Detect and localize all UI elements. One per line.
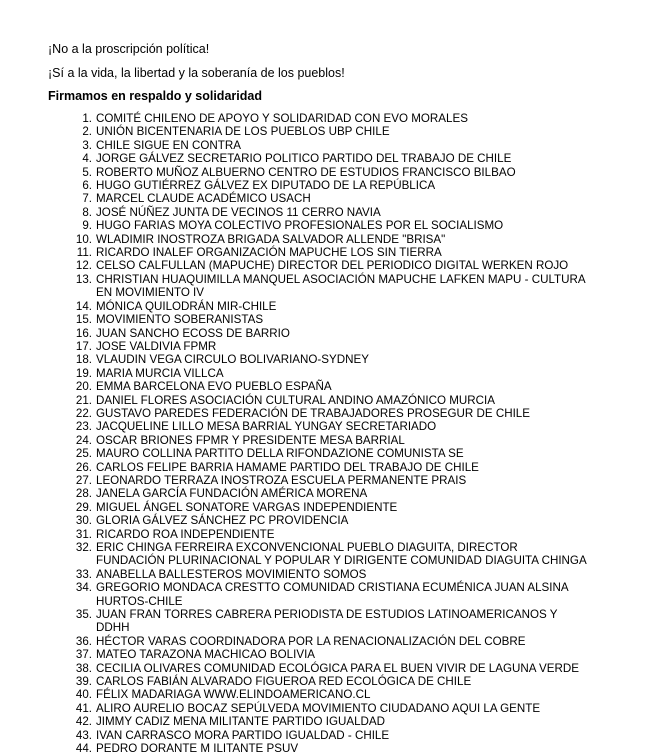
list-item-number: 35. (75, 608, 92, 622)
list-item-number: 29. (75, 500, 92, 514)
list-item-text: ANABELLA BALLESTEROS MOVIMIENTO SOMOS (96, 567, 367, 581)
list-item-number: 8. (82, 205, 92, 219)
list-item (0, 192, 656, 205)
list-item-number: 30. (75, 514, 92, 528)
list-item-text: COMITÉ CHILENO DE APOYO Y SOLIDARIDAD CON EVO MORALES (96, 112, 468, 125)
list-item-number: 6. (82, 179, 92, 193)
list-item-number: 41. (75, 701, 92, 715)
list-item (0, 152, 656, 165)
list-item-text: JACQUELINE LILLO MESA BARRIAL YUNGAY SECRETARIADO (96, 420, 437, 434)
list-item-text: OSCAR BRIONES FPMR Y PRESIDENTE MESA BARRIAL (96, 433, 405, 447)
list-item-number: 10. (75, 232, 92, 246)
list-item-number: 43. (75, 728, 92, 742)
list-item (0, 233, 656, 246)
list-item-text: CHILE SIGUE EN CONTRA (96, 138, 241, 152)
list-item (0, 300, 656, 313)
list-item (0, 219, 656, 232)
list-item-text: RICARDO INALEF ORGANIZACIÓN MAPUCHE LOS SIN TIERRA (96, 246, 442, 260)
list-item-text: GREGORIO MONDACA CRESTTO COMUNIDAD CRISTIANA ECUMÉNICA JUAN ALSINA HURTOS-CHILE (96, 581, 568, 608)
list-item (0, 474, 656, 487)
list-item (0, 742, 656, 755)
list-item (0, 313, 656, 326)
list-item-number: 1. (82, 112, 92, 125)
list-item-number: 19. (75, 366, 92, 380)
list-item-number: 7. (82, 192, 92, 206)
list-item-number: 3. (82, 138, 92, 152)
list-item-number: 27. (75, 473, 92, 487)
list-item (0, 461, 656, 474)
list-item (0, 541, 656, 568)
list-item-number: 12. (75, 259, 92, 273)
list-item-text: JUAN FRAN TORRES CABRERA PERIODISTA DE ESTUDIOS LATINOAMERICANOS Y DDHH (96, 608, 558, 635)
list-item-text: FÉLIX MADARIAGA WWW.ELINDOAMERICANO.CL (96, 688, 371, 702)
list-item-number: 15. (75, 313, 92, 327)
list-item-number: 28. (75, 487, 92, 501)
list-item (0, 327, 656, 340)
list-item-number: 42. (75, 715, 92, 729)
list-item-text: HUGO GUTIÉRREZ GÁLVEZ EX DIPUTADO DE LA REPÚBLICA (96, 179, 436, 193)
list-item-text: CECILIA OLIVARES COMUNIDAD ECOLÓGICA PARA EL BUEN VIVIR DE LAGUNA VERDE (96, 661, 579, 675)
list-item-number: 44. (75, 742, 92, 756)
list-item-number: 22. (75, 406, 92, 420)
list-item (0, 568, 656, 581)
list-item-number: 11. (76, 246, 92, 260)
list-item-number: 18. (75, 353, 92, 367)
list-item-text: MÓNICA QUILODRÁN MIR-CHILE (96, 299, 277, 313)
list-item-text: MIGUEL ÁNGEL SONATORE VARGAS INDEPENDIENTE (96, 500, 398, 514)
list-item (0, 434, 656, 447)
list-item-text: IVAN CARRASCO MORA PARTIDO IGUALDAD - CHILE (96, 728, 390, 742)
list-item (0, 394, 656, 407)
list-item-text: GLORIA GÁLVEZ SÁNCHEZ PC PROVIDENCIA (96, 514, 349, 528)
list-item-text: DANIEL FLORES ASOCIACIÓN CULTURAL ANDINO AMAZÓNICO MURCIA (96, 393, 495, 407)
list-item-text: JOSÉ NÚÑEZ JUNTA DE VECINOS 11 CERRO NAVIA (96, 205, 381, 219)
list-item-text: PEDRO DORANTE M ILITANTE PSUV (96, 742, 299, 756)
list-item-number: 38. (75, 661, 92, 675)
list-item-number: 33. (75, 567, 92, 581)
list-item (0, 112, 656, 125)
list-item-text: VLAUDIN VEGA CIRCULO BOLIVARIANO-SYDNEY (96, 353, 369, 367)
list-item-text: HÉCTOR VARAS COORDINADORA POR LA RENACIONALIZACIÓN DEL COBRE (96, 634, 526, 648)
list-item (0, 259, 656, 272)
list-item-number: 14. (75, 299, 92, 313)
list-item (0, 688, 656, 701)
list-item-number: 16. (75, 326, 92, 340)
list-item-text: MARCEL CLAUDE ACADÉMICO USACH (96, 192, 311, 206)
list-item (0, 407, 656, 420)
list-item (0, 367, 656, 380)
list-item-number: 39. (75, 675, 92, 689)
list-item (0, 715, 656, 728)
list-item-text: JUAN SANCHO ECOSS DE BARRIO (96, 326, 290, 340)
list-item-number: 26. (75, 460, 92, 474)
list-item-number: 25. (75, 447, 92, 461)
list-item-number: 24. (75, 433, 92, 447)
list-item-number: 17. (75, 339, 92, 353)
list-item-text: WLADIMIR INOSTROZA BRIGADA SALVADOR ALLENDE "BRISA" (96, 232, 446, 246)
list-item-text: JIMMY CADIZ MENA MILITANTE PARTIDO IGUALDAD (96, 715, 386, 729)
list-item-text: ALIRO AURELIO BOCAZ SEPÚLVEDA MOVIMIENTO CIUDADANO AQUI LA GENTE (96, 701, 541, 715)
list-item-text: UNIÓN BICENTENARIA DE LOS PUEBLOS UBP CHILE (96, 125, 390, 139)
signatory-list (0, 112, 656, 756)
list-item-text: ERIC CHINGA FERREIRA EXCONVENCIONAL PUEBLO DIAGUITA, DIRECTOR FUNDACIÓN PLURINACIONAL Y POPULAR Y DIRIGENTE COMUNIDAD DIAGUITA CHINGA (96, 541, 587, 568)
list-item (0, 581, 656, 608)
list-item (0, 729, 656, 742)
list-item-text: MAURO COLLINA PARTITO DELLA RIFONDAZIONE COMUNISTA SE (96, 447, 464, 461)
list-item-number: 4. (82, 152, 92, 166)
list-item-text: EMMA BARCELONA EVO PUEBLO ESPAÑA (96, 380, 332, 394)
list-item-number: 20. (75, 380, 92, 394)
list-item (0, 648, 656, 661)
list-item (0, 514, 656, 527)
list-item (0, 702, 656, 715)
list-item (0, 487, 656, 500)
list-item (0, 635, 656, 648)
list-item (0, 125, 656, 138)
list-item-text: JOSE VALDIVIA FPMR (96, 339, 217, 353)
list-item (0, 608, 656, 635)
list-item-text: MATEO TARAZONA MACHICAO BOLIVIA (96, 648, 316, 662)
list-item (0, 447, 656, 460)
list-item-text: CHRISTIAN HUAQUIMILLA MANQUEL ASOCIACIÓN MAPUCHE LAFKEN MAPU - CULTURA EN MOVIMIENTO IV (96, 272, 585, 300)
list-item-number: 34. (75, 581, 92, 595)
list-item-text: RICARDO ROA INDEPENDIENTE (96, 527, 275, 541)
list-item-number: 32. (75, 541, 92, 554)
slogan-line-1: ¡No a la proscripción política! (48, 42, 210, 56)
list-item-text: GUSTAVO PAREDES FEDERACIÓN DE TRABAJADORES PROSEGUR DE CHILE (96, 406, 530, 420)
list-item-number: 40. (75, 688, 92, 702)
list-item-number: 36. (75, 634, 92, 648)
list-item (0, 340, 656, 353)
section-heading: Firmamos en respaldo y solidaridad (48, 89, 262, 103)
list-item (0, 246, 656, 259)
list-item-text: JANELA GARCÍA FUNDACIÓN AMÉRICA MORENA (96, 487, 368, 501)
list-item-number: 31. (75, 527, 92, 541)
list-item-number: 13. (75, 272, 92, 286)
list-item (0, 501, 656, 514)
list-item (0, 166, 656, 179)
list-item (0, 528, 656, 541)
list-item (0, 420, 656, 433)
list-item-text: LEONARDO TERRAZA INOSTROZA ESCUELA PERMANENTE PRAIS (96, 473, 467, 487)
list-item-text: MARIA MURCIA VILLCA (96, 366, 224, 380)
list-item-number: 23. (75, 420, 92, 434)
list-item-text: HUGO FARIAS MOYA COLECTIVO PROFESIONALES POR EL SOCIALISMO (96, 219, 504, 233)
list-item-text: MOVIMIENTO SOBERANISTAS (96, 313, 264, 327)
list-item (0, 662, 656, 675)
list-item (0, 380, 656, 393)
list-item-text: CARLOS FABIÁN ALVARADO FIGUEROA RED ECOLÓGICA DE CHILE (96, 675, 472, 689)
list-item-number: 9. (82, 219, 92, 233)
list-item-text: JORGE GÁLVEZ SECRETARIO POLITICO PARTIDO DEL TRABAJO DE CHILE (96, 152, 512, 166)
list-item-text: CARLOS FELIPE BARRIA HAMAME PARTIDO DEL TRABAJO DE CHILE (96, 460, 479, 474)
list-item-number: 5. (82, 165, 92, 179)
list-item-text: CELSO CALFULLAN (MAPUCHE) DIRECTOR DEL PERIODICO DIGITAL WERKEN ROJO (96, 259, 569, 273)
list-item (0, 675, 656, 688)
list-item-text: ROBERTO MUÑOZ ALBUERNO CENTRO DE ESTUDIOS FRANCISCO BILBAO (96, 165, 516, 179)
list-item-number: 37. (75, 648, 92, 662)
list-item (0, 273, 656, 300)
list-item (0, 206, 656, 219)
list-item-number: 2. (82, 125, 92, 139)
list-item (0, 353, 656, 366)
list-item (0, 179, 656, 192)
slogan-line-2: ¡Sí a la vida, la libertad y la soberanía de los pueblos! (48, 66, 345, 80)
list-item-number: 21. (75, 393, 92, 407)
list-item (0, 139, 656, 152)
